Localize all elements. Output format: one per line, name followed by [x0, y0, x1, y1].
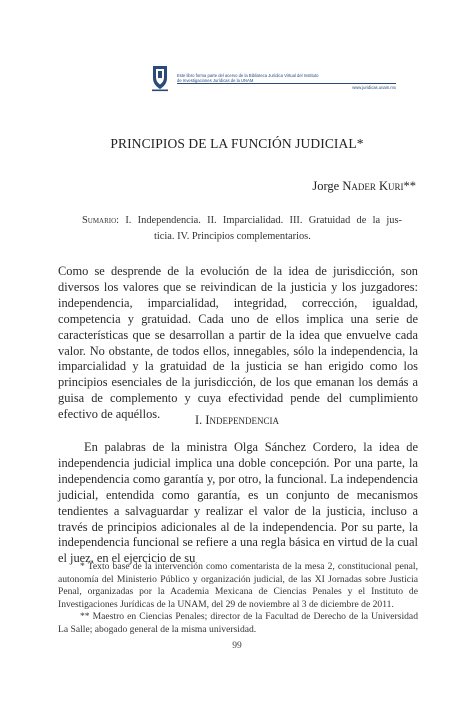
summary-label: Sumario: [82, 215, 117, 226]
article-title: PRINCIPIOS DE LA FUNCIÓN JUDICIAL*: [110, 136, 364, 151]
footnote-2: ** Maestro en Ciencias Penales; director de la Facultad de Derecho de la Universidad La Salle; abogado general de la misma universidad.: [58, 611, 418, 635]
footnote-1: * Texto base de la intervención como comentarista de la mesa 2, constitucional penal, autonomía del Ministerio Público y organización judicial, de las XI Jornadas sobre Justicia Penal, organizadas por la Academia Mexicana de Ciencias Penales y el Instituto de Investigaciones Jurídicas de la UNAM, del 29 de noviembre al 3 de diciembre de 2011.: [58, 561, 418, 610]
header-notice-line-2: de Investigaciones Jurídicas de la UNAM: [177, 78, 254, 83]
summary-block: [82, 213, 402, 245]
author-footnote-mark: **: [403, 179, 416, 193]
unam-crest-logo: [150, 64, 170, 92]
author-first-name: Jorge: [312, 179, 340, 193]
page-number: 99: [232, 641, 242, 651]
body-paragraph-2: En palabras de la ministra Olga Sánchez Cordero, la idea de independencia judicial implica una doble concepción. Por una parte, la independencia como garantía y, por otro, la funcional. La independencia judicial, entendida como garantía, es un conjunto de mecanismos tendientes a salvaguardar y realizar el valor de la justicia, incluso a través de principios adicionales al de la independencia. Por su parte, la independencia funcional se refiere a una regla básica en virtud de la cual el juez, en el ejercicio de su: [58, 440, 418, 566]
author-last-name: Nader Kuri: [342, 179, 404, 193]
body-paragraph-1: Como se desprende de la evolución de la idea de jurisdicción, son diversos los valores que se reivindican de la justicia y los juzgadores: independencia, imparcialidad, integridad, corrección, igualdad, competencia y gratuidad. Cada uno de ellos implica una serie de características que se desarrollan a partir de la idea que envuelve cada valor. No obstante, de todos ellos, innegables, sólo la independencia, la imparcialidad y la gratuidad de la justicia se han erigido como los principios esenciales de la jurisdicción, de los que emanan los demás a guisa de complemento y cuya efectividad pende del cumplimiento efectivo de aquéllos.: [58, 264, 418, 422]
summary-line-2: ticia. IV. Principios complementarios.: [154, 231, 311, 242]
author-line: [312, 179, 416, 194]
summary-line-1: Sumario: I. Independencia. II. Imparcialidad. III. Gratuidad de la jus-: [82, 215, 402, 226]
header-notice-line-1: Este libro forma parte del acervo de la Biblioteca Jurídica Virtual del Instituto: [177, 73, 319, 78]
header-notice: [177, 73, 396, 83]
header-divider: [177, 83, 396, 84]
institution-header: [150, 64, 396, 92]
footnotes: [58, 561, 418, 637]
section-heading: I. Independencia: [195, 413, 279, 427]
summary-text-1: I. Independencia. II. Imparcialidad. III. Gratuidad de la jus-: [125, 215, 402, 226]
header-url-link[interactable]: www.juridicas.unam.mx: [352, 85, 396, 90]
